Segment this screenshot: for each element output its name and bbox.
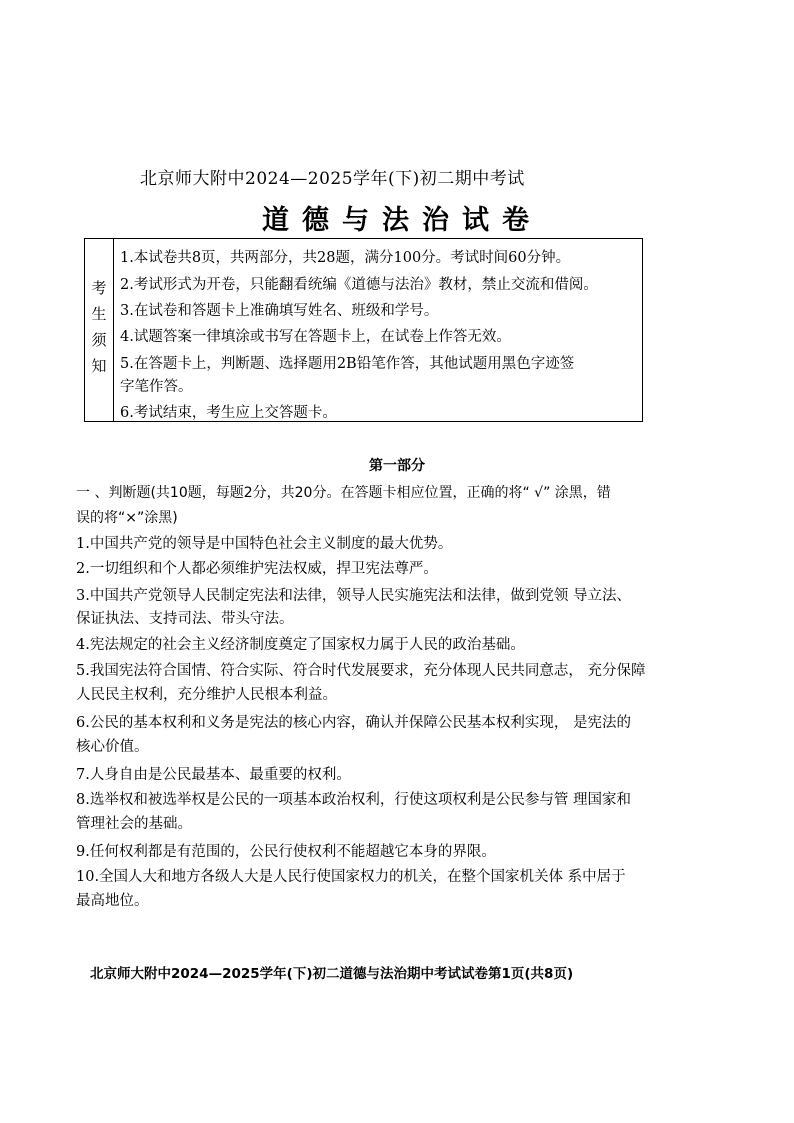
notice-line: 4.试题答案一律填涂或书写在答题卡上，在试卷上作答无效。: [120, 329, 511, 345]
question-line: 7.人身自由是公民最基本、最重要的权利。: [76, 767, 351, 783]
question-line: 8.选举权和被选举权是公民的一项基本政治权利，行使这项权利是公民参与管 理国家和: [76, 792, 631, 808]
instruction-line: 一 、判断题(共10题，每题2分，共20分。在答题卡相应位置，正确的将“ √” 涂黑，错: [76, 485, 611, 501]
question-line: 核心价值。: [76, 739, 149, 755]
exam-subtitle: 北京师大附中2024—2025学年(下)初二期中考试: [140, 169, 525, 189]
page-footer: 北京师大附中2024—2025学年(下)初二道德与法治期中考试试卷第1页(共8页): [90, 966, 574, 982]
notice-line: 6.考试结束，考生应上交答题卡。: [120, 405, 337, 421]
notice-line: 3.在试卷和答题卡上准确填写姓名、班级和学号。: [120, 303, 439, 319]
question-line: 人民民主权利，充分维护人民根本利益。: [76, 687, 337, 703]
notice-line: 2.考试形式为开卷，只能翻看统编《道德与法治》教材，禁止交流和借阅。: [120, 277, 598, 293]
question-line: 最高地位。: [76, 893, 149, 909]
question-line: 9.任何权利都是有范围的，公民行使权利不能超越它本身的界限。: [76, 844, 496, 860]
instruction-line: 误的将“×”涂黑): [76, 510, 178, 526]
notice-label-char: 考: [91, 279, 107, 297]
question-line: 3.中国共产党领导人民制定宪法和法律，领导人民实施宪法和法律，做到党领 导立法、: [76, 588, 631, 604]
notice-label: [85, 239, 114, 421]
question-line: 保证执法、支持司法、带头守法。: [76, 611, 294, 627]
notice-lines: [113, 239, 642, 421]
question-line: 2.一切组织和个人都必须维护宪法权威，捍卫宪法尊严。: [76, 561, 438, 577]
question-line: 5.我国宪法符合国情、符合实际、符合时代发展要求，充分体现人民共同意志， 充分保障: [76, 663, 646, 679]
notice-label-char: 知: [91, 357, 107, 375]
notice-label-char: 生: [91, 305, 107, 323]
notice-line: 5.在答题卡上，判断题、选择题用2B铅笔作答，其他试题用黑色字迹签: [120, 356, 575, 372]
section-heading: 第一部分: [369, 458, 425, 474]
notice-label-char: 须: [91, 331, 107, 349]
exam-notice-box: [84, 238, 643, 422]
question-line: 4.宪法规定的社会主义经济制度奠定了国家权力属于人民的政治基础。: [76, 637, 525, 653]
question-line: 10.全国人大和地方各级人大是人民行使国家权力的机关，在整个国家机关体 系中居于: [76, 869, 626, 885]
notice-line: 1.本试卷共8页，共两部分，共28题，满分100分。考试时间60分钟。: [120, 250, 571, 266]
question-line: 6.公民的基本权利和义务是宪法的核心内容，确认并保障公民基本权利实现， 是宪法的: [76, 715, 631, 731]
question-line: 管理社会的基础。: [76, 816, 192, 832]
notice-line: 字笔作答。: [120, 379, 193, 395]
question-line: 1.中国共产党的领导是中国特色社会主义制度的最大优势。: [76, 536, 453, 552]
exam-title: 道德与法治试卷: [262, 205, 542, 236]
